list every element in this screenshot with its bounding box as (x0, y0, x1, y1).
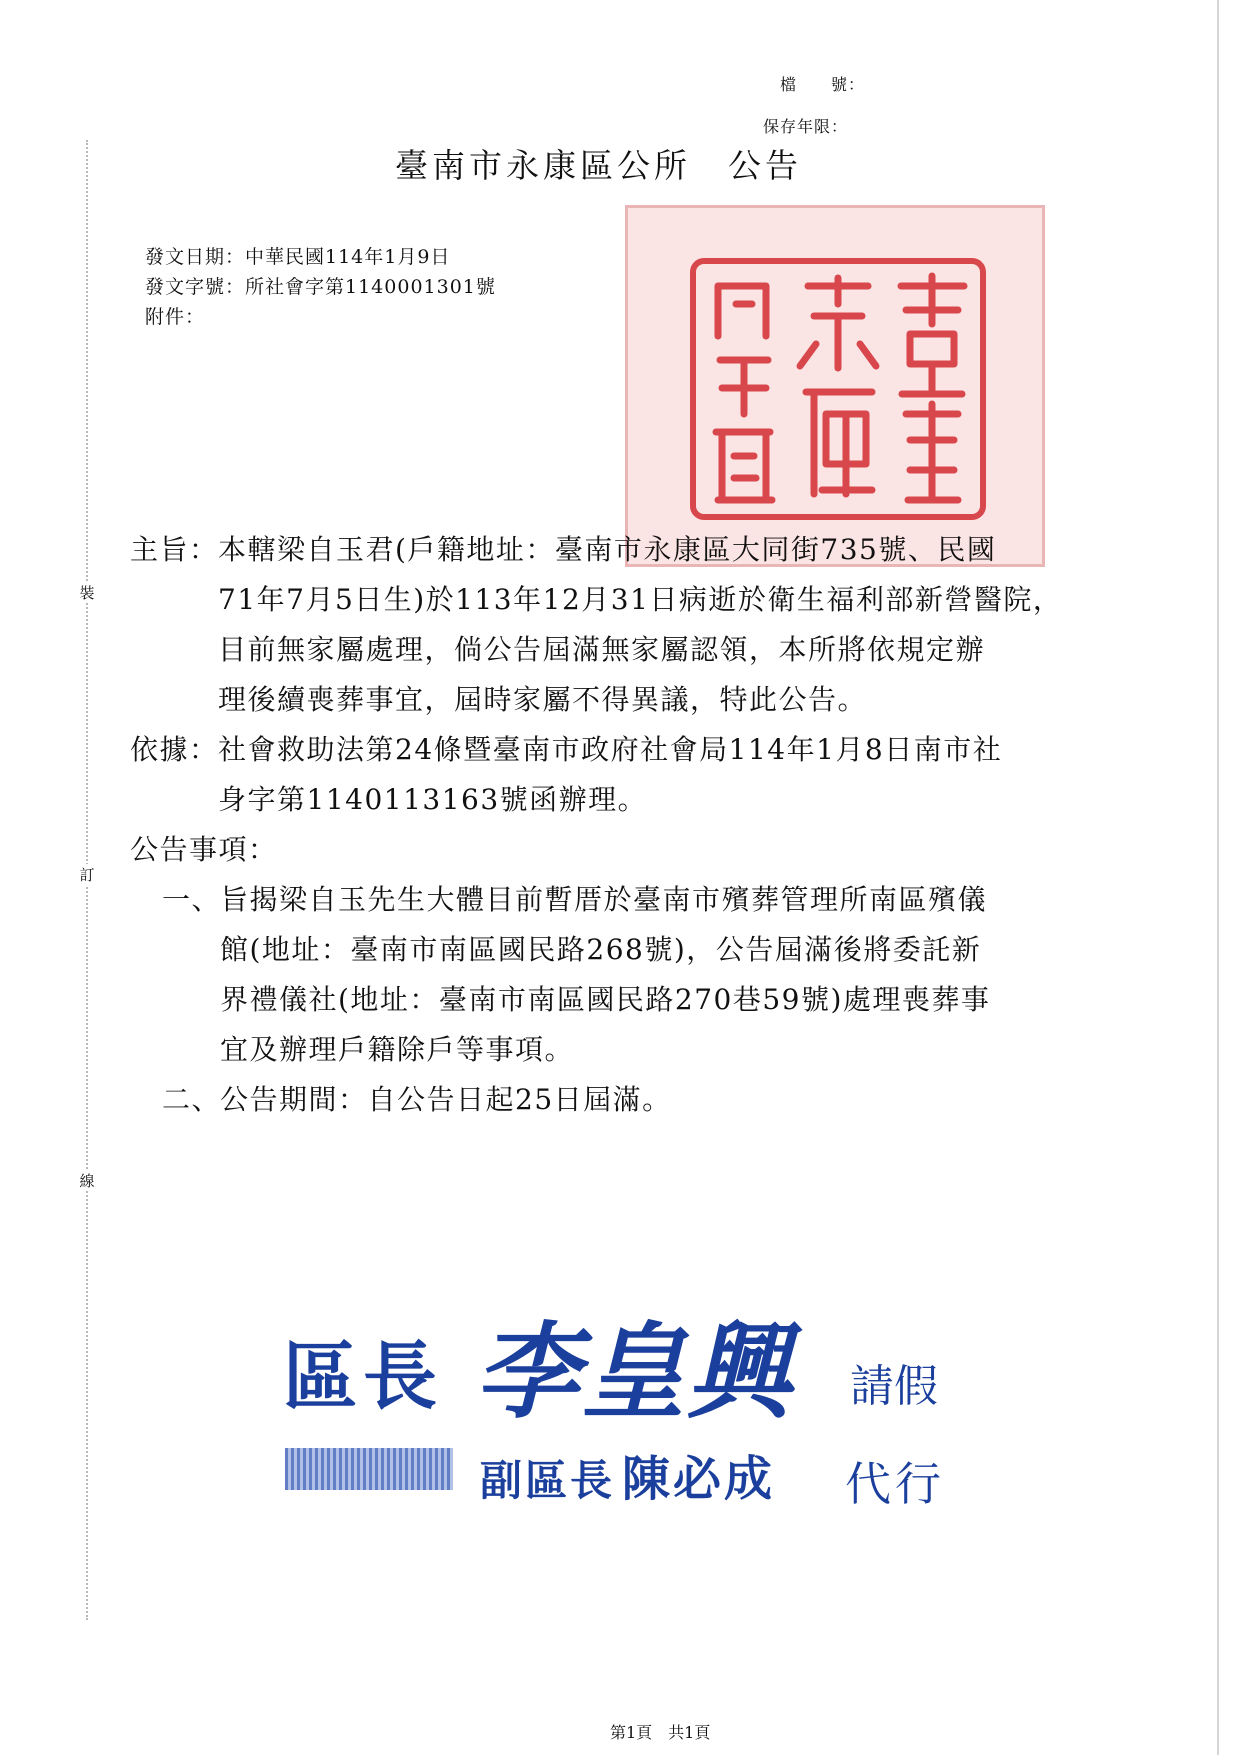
official-seal (625, 205, 1045, 567)
basis-line-1: 社會救助法第24條暨臺南市政府社會局114年1月8日南市社 (218, 733, 1003, 766)
item-1-line-3: 界禮儀社(地址：臺南市南區國民路270巷59號)處理喪葬事 (220, 983, 991, 1016)
basis-line-2: 身字第1140113163號函辦理。 (218, 783, 648, 816)
subject-line-4: 理後續喪葬事宜，屆時家屬不得異議，特此公告。 (218, 683, 868, 716)
subject-line-1: 本轄梁自玉君(戶籍地址：臺南市永康區大同街735號、民國 (218, 533, 997, 566)
page-number: 第1頁 共1頁 (610, 1723, 711, 1742)
signature-title: 區長 (283, 1334, 443, 1420)
page-edge-line (1217, 0, 1219, 1755)
subject-line-3: 目前無家屬處理，倘公告屆滿無家屬認領，本所將依規定辦 (218, 633, 986, 666)
page-title: 臺南市永康區公所 公告 (395, 146, 802, 185)
signature-name: 李皇興 (475, 1310, 794, 1433)
items-label: 公告事項： (130, 833, 278, 866)
item-1-line-2: 館(地址：臺南市南區國民路268號)，公告屆滿後將委託新 (220, 933, 982, 966)
deputy-name: 陳必成 (622, 1451, 776, 1507)
signature-on-leave: 請假 (850, 1361, 938, 1412)
retention-period-label: 保存年限： (763, 117, 849, 136)
item-1-line-4: 宜及辦理戶籍除戶等事項。 (220, 1033, 575, 1066)
stamp-smudge (285, 1448, 453, 1490)
attachment-label: 附件： (145, 306, 206, 328)
item-1-line-1: 旨揭梁自玉先生大體目前暫厝於臺南市殯葬管理所南區殯儀 (220, 883, 988, 916)
binding-mark-zhuang: 裝 (76, 582, 98, 603)
document-number: 發文字號：所社會字第1140001301號 (145, 276, 496, 298)
item-2-marker: 二、 (162, 1083, 222, 1116)
item-1-marker: 一、 (162, 883, 222, 916)
basis-label: 依據： (130, 733, 219, 766)
archive-number-label: 檔 號： (780, 75, 866, 94)
acting-label: 代行 (845, 1457, 945, 1511)
deputy-title: 副區長 (480, 1456, 616, 1505)
binding-mark-xian: 線 (76, 1170, 98, 1191)
subject-line-2: 71年7月5日生)於113年12月31日病逝於衛生福利部新營醫院， (218, 583, 1063, 616)
item-2-line-1: 公告期間：自公告日起25日屆滿。 (220, 1083, 672, 1116)
official-seal-frame (690, 258, 986, 520)
seal-glyphs-icon (696, 264, 980, 514)
subject-label: 主旨： (130, 533, 219, 566)
issue-date: 發文日期：中華民國114年1月9日 (145, 246, 451, 268)
binding-mark-ding: 訂 (76, 864, 98, 885)
